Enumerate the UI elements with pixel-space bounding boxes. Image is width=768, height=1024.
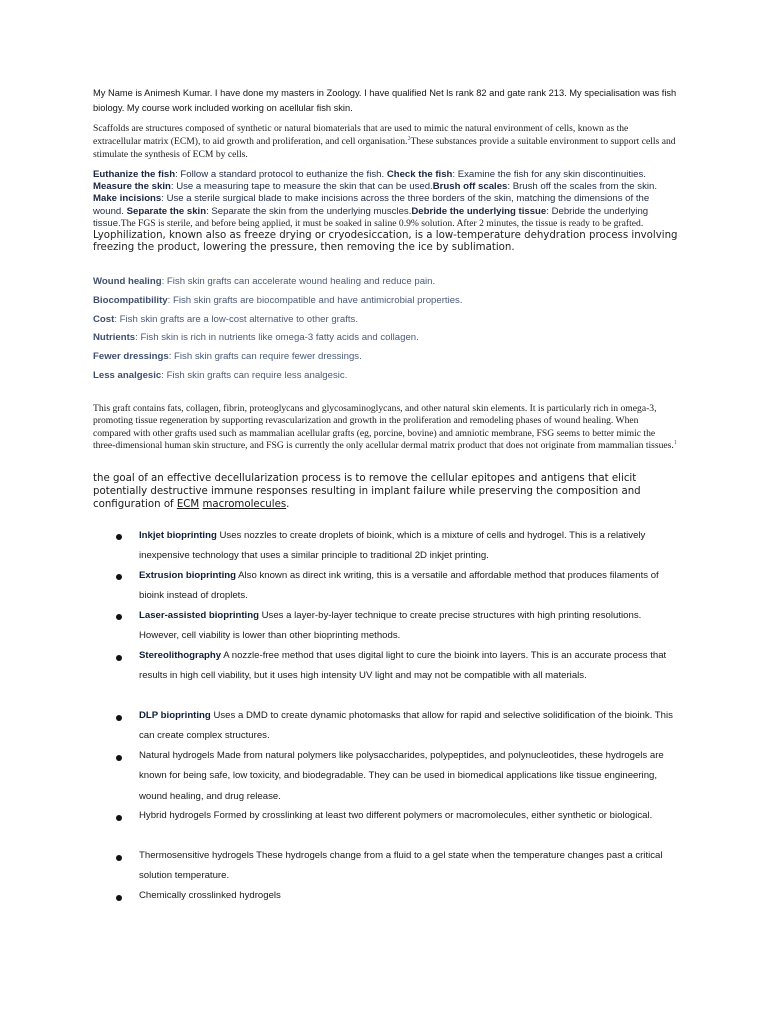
- list-item-desc: Hybrid hydrogels Formed by crosslinking at least two different polymers or macromolecules, either synthetic or biological.: [139, 810, 653, 821]
- list-item-term: Extrusion bioprinting: [139, 570, 236, 581]
- benefit-term: Wound healing: [93, 276, 162, 287]
- bullet-dot: [116, 574, 122, 580]
- benefit-desc: : Fish skin grafts are a low-cost alternative to other grafts.: [114, 313, 359, 325]
- list-item: [139, 886, 679, 906]
- bullet-dot: [116, 715, 122, 721]
- benefit-item: [93, 314, 678, 333]
- benefit-desc: : Fish skin grafts can require fewer dressings.: [168, 351, 362, 363]
- list-item-term: Inkjet bioprinting: [139, 530, 217, 541]
- benefit-item: [93, 370, 678, 389]
- list-item-term: Stereolithography: [139, 650, 222, 661]
- list-item-desc: Chemically crosslinked hydrogels: [139, 890, 281, 901]
- protocol-tail: The FGS is sterile, and before being applied, it must be soaked in saline 0.9% solution. After 2 minutes, the tissue is ready to be grafted.: [120, 217, 644, 229]
- benefit-term: Fewer dressings: [93, 351, 169, 363]
- benefit-term: Biocompatibility: [93, 294, 168, 306]
- bullet-dot: [116, 534, 122, 540]
- list-item-desc: Uses nozzles to create droplets of bioink, which is a mixture of cells and hydrogel. This is a relatively inexpensive technology that uses a similar principle to traditional 2D inkjet printing.: [139, 530, 646, 562]
- list-item: [139, 806, 679, 826]
- scaffolds-paragraph: [93, 123, 678, 161]
- step-desc: : Debride the underlying tissue.: [93, 205, 649, 229]
- benefit-term: Nutrients: [93, 332, 136, 344]
- step-desc: : Separate the skin from the underlying muscles.: [206, 205, 412, 217]
- ecm-term: ECM: [176, 499, 200, 510]
- list-item-desc: Uses a DMD to create dynamic photomasks that allow for rapid and selective solidification of the bioink. This can create complex structures.: [139, 710, 673, 742]
- goal-text: the goal of an effective decellularization process is to remove the cellular epitopes and antigens that elicit potentially destructive immune responses resulting in implant failure while preserving the composition and configuration of: [93, 473, 641, 510]
- benefit-item: [93, 295, 678, 314]
- benefit-desc: : Fish skin grafts are biocompatible and have antimicrobial properties.: [167, 294, 463, 306]
- goal-paragraph: [93, 472, 678, 511]
- lyophilization-text: , known also as freeze drying or cryodesiccation, is a low-temperature dehydration process involving freezing the product, lowering the pressure, then removing the ice by sublimation.: [93, 230, 678, 254]
- bullet-dot: [116, 815, 122, 821]
- benefits-list: [93, 276, 678, 389]
- step-term: Separate the skin: [126, 205, 207, 217]
- step-desc: : Brush off the scales from the skin.: [507, 181, 658, 193]
- bullet-dot: [116, 614, 122, 620]
- list-item: [139, 846, 679, 887]
- list-item: [139, 706, 679, 747]
- step-term: Euthanize the fish: [93, 169, 176, 180]
- benefit-item: [93, 351, 678, 370]
- intro-paragraph: [93, 86, 678, 115]
- bullet-dot: [116, 655, 122, 661]
- list-item-desc: Uses a layer-by-layer technique to create precise structures with high printing resolutions. However, cell viability is lower than other bioprinting methods.: [139, 610, 642, 642]
- macromolecules-term: macromolecules: [202, 499, 287, 510]
- benefit-item: [93, 276, 678, 295]
- benefit-desc: : Fish skin grafts can accelerate wound healing and reduce pain.: [161, 276, 436, 287]
- step-desc: : Follow a standard protocol to euthanize the fish.: [175, 169, 387, 180]
- list-item-desc: Thermosensitive hydrogels These hydrogels change from a fluid to a gel state when the temperature changes past a critical solution temperature.: [139, 850, 663, 882]
- step-term: Brush off scales: [432, 181, 508, 193]
- list-item-desc: Natural hydrogels Made from natural polymers like polysaccharides, polypeptides, and polynucleotides, these hydrogels are known for being safe, low toxicity, and biodegradable. They can be used in biomedical applications like tissue engineering, wound healing, and drug release.: [139, 750, 664, 802]
- scaffolds-text-2: These substances provide a suitable environment to support cells and stimulate the synthesis of ECM by cells.: [93, 135, 676, 160]
- step-desc: : Use a sterile surgical blade to make incisions across the three borders of the skin, matching the dimensions of the wound.: [93, 193, 650, 217]
- reference-link[interactable]: 2: [407, 135, 411, 142]
- list-item: [139, 606, 679, 647]
- graft-text: This graft contains fats, collagen, fibrin, proteoglycans and glycosaminoglycans, and other natural skin elements. It is particularly rich in omega-3, promoting tissue regeneration by supporting revascularization and growth in the proliferation and remodeling phases of wound healing. When compared with other grafts used such as mammalian acellular grafts (eg, porcine, bovine) and amniotic membrane, FSG seems to better mimic the three-dimensional human skin structure, and FSG is currently the only acellular dermal matrix product that does not originate from mammalian tissues.: [93, 403, 674, 452]
- step-term: Measure the skin: [93, 181, 171, 193]
- goal-end: .: [286, 499, 290, 510]
- intro-text: My Name is Animesh Kumar. I have done my masters in Zoology. I have qualified Net ls rank 82 and gate rank 213. My specialisation was fish biology. My course work included working on acellular fish skin.: [93, 88, 677, 113]
- list-item-desc: Also known as direct ink writing, this is a versatile and affordable method that produces filaments of bioink instead of droplets.: [139, 570, 659, 602]
- benefit-desc: : Fish skin grafts can require less analgesic.: [161, 369, 348, 381]
- graft-paragraph: [93, 403, 678, 453]
- lyophilization-term: Lyophilization: [93, 230, 163, 242]
- list-item-term: DLP bioprinting: [139, 710, 211, 721]
- step-term: Make incisions: [93, 193, 162, 205]
- bullet-dot: [116, 895, 122, 901]
- step-desc: : Examine the fish for any skin discontinuities.: [452, 169, 646, 180]
- benefit-term: Cost: [93, 313, 115, 325]
- list-item: [139, 746, 679, 807]
- list-item-term: Laser-assisted bioprinting: [139, 610, 259, 621]
- scaffolds-text: Scaffolds are structures composed of synthetic or natural biomaterials that are used to mimic the natural environment of cells, known as the extracellular matrix (ECM), to aid growth and proliferation, and cell organisation.: [93, 123, 629, 147]
- step-term: Check the fish: [386, 169, 453, 180]
- benefit-item: [93, 332, 678, 351]
- benefit-desc: : Fish skin is rich in nutrients like omega-3 fatty acids and collagen.: [135, 332, 419, 344]
- list-item: [139, 526, 679, 567]
- reference-link[interactable]: 1: [673, 440, 677, 447]
- bullet-dot: [116, 855, 122, 861]
- bullet-dot: [116, 755, 122, 761]
- step-desc: : Use a measuring tape to measure the skin that can be used.: [170, 181, 433, 193]
- list-item-desc: A nozzle-free method that uses digital light to cure the bioink into layers. This is an accurate process that results in high cell viability, but it uses high intensity UV light and may not be compatible with all materials.: [139, 650, 667, 682]
- step-term: Debride the underlying tissue: [411, 205, 547, 217]
- protocol-paragraph: [93, 169, 678, 254]
- benefit-term: Less analgesic: [93, 369, 162, 381]
- list-item: [139, 566, 679, 607]
- list-item: [139, 646, 679, 687]
